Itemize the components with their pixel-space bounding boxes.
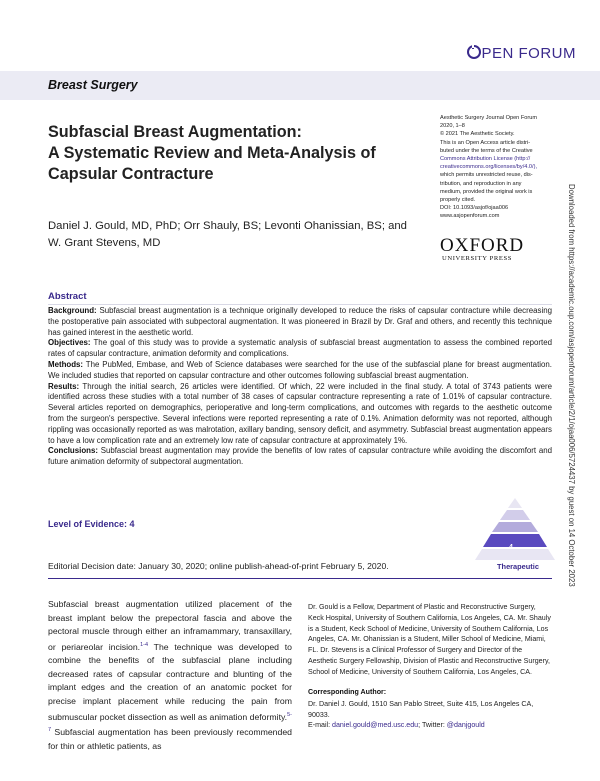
author-affiliations: Dr. Gould is a Fellow, Department of Plastic and Reconstructive Surgery, Keck Hospital, University of Southern California, Los Angeles, CA. Mr. Shauly is a Student, Keck School of Medicine, University of Southern California, Los Angeles, CA. Mr. Ohanissian is a Student, Miller School of Medicine, Miami, FL. Dr. Stevens is a Clinical Professor of Surgery and Director of the Aesthetic Surgery Fellowship, Division of Plastic and Reconstructive Surgery, School of Medicine, University of Southern California, Los Angeles, CA. xyxy=(308,603,551,676)
pyramid-level-number: 4 xyxy=(509,544,513,551)
article-title: Subfascial Breast Augmentation: A Systematic Review and Meta-Analysis of Capsular Contracture xyxy=(48,123,376,183)
citation-ref[interactable]: 1-4 xyxy=(140,641,149,648)
editorial-decision: Editorial Decision date: January 30, 2020; online publish-ahead-of-print February 5, 2020. xyxy=(48,561,389,571)
pyramid-level-3 xyxy=(492,522,538,532)
level-of-evidence: Level of Evidence: 4 xyxy=(48,519,135,529)
pyramid-level-1 xyxy=(508,498,522,508)
abstract-results: Results: Through the initial search, 26 articles were identified. Of which, 22 were included in the final study. A total of 3743 patients were identified across these studies with a total number of 38 cases of capsular contracture representing a rate of 1.01% of capsular contracture. Several articles reported on demographics, perioperative and long-term complications, and outcomes with regards to the aesthetic outcome from the surgeon's perspective. Several infections were reported representing a rate of 0.1%. Animation deformity was not reported, although rippling was occasionally reported as was malrotation, axillary banding, sensory deficit, and asymmetry. Subfascial breast augmentation appears to have a low complication rate and an extremely low rate of capsular contracture at approximately 1%. xyxy=(48,381,552,445)
category-label: Breast Surgery xyxy=(48,78,138,92)
corresponding-address: Dr. Daniel J. Gould, 1510 San Pablo Street, Suite 415, Los Angeles CA, 90033. xyxy=(308,700,534,719)
abstract-body xyxy=(48,306,552,468)
pyramid-label: Therapeutic xyxy=(497,562,539,571)
abstract-conclusions: Conclusions: Subfascial breast augmentation may provide the benefits of low rates of capsular contracture while avoiding the discomfort and future animation deformity of subpectoral augmentation. xyxy=(48,446,552,467)
abstract-background: Background: Subfascial breast augmentation is a technique originally developed to reduce the risks of capsular contracture while decreasing the postoperative pain associated with subpectoral augmentation. It was pioneered in Brazil by Dr. Graf and others, and recently this technique has gained interest in the aesthetic world. xyxy=(48,306,552,337)
corresponding-heading: Corresponding Author: xyxy=(308,688,387,696)
power-ring-icon xyxy=(467,45,481,59)
oxford-logo: OXFORD xyxy=(440,235,525,256)
contact-row: E-mail: daniel.gould@med.usc.edu; Twitter: @danjgould xyxy=(308,721,485,729)
citation-ref[interactable]: 5-7 xyxy=(48,711,292,734)
author-list: Daniel J. Gould, MD, PhD; Orr Shauly, BS; Levonti Ohanissian, BS; and W. Grant Stevens, MD xyxy=(48,220,407,249)
download-notice: Downloaded from https://academic.oup.com/asjopenforum/article/2/1/ojaa006/5724437 by guest on 14 October 2023 xyxy=(567,184,576,587)
twitter-link[interactable]: @danjgould xyxy=(446,721,485,729)
abstract-divider xyxy=(48,304,552,305)
pyramid-level-5 xyxy=(475,549,555,560)
abstract-heading: Abstract xyxy=(48,291,87,302)
journal-info: Aesthetic Surgery Journal Open Forum 2020, 1–8 © 2021 The Aesthetic Society. This is an Open Access article distri- buted under the terms of the Creative Commons Attribution License (http:// creativecommons.org/licenses/by/4.0/), which permits unrestricted reuse, dis- tribution, and reproduction in any medium, provided the original work is properly cited. DOI: 10.1093/asjof/ojaa006 www.asjopenforum.com xyxy=(440,115,538,220)
oup-logo: UNIVERSITY PRESS xyxy=(442,255,512,262)
email-link[interactable]: daniel.gould@med.usc.edu xyxy=(332,721,419,729)
pyramid-level-4 xyxy=(483,534,547,547)
body-text: Subfascial breast augmentation utilized placement of the breast implant below the prepectoral fascia and above the pectoral muscle through either an inframammary, transaxillary, or periareolar incision.$^{1-4}$ The technique was developed to combine the benefits of the subfascial plane including decreased rates of capsular contracture and blunting of the implant edges and the creation of an anatomic pocket for precise implant placement while reducing the pain from submuscular pocket dissection as well as animation deformity.$^{5-7}$ Subfascial augmentation has been previously recommended for thin or athletic patients, as xyxy=(48,599,292,751)
pyramid-level-2 xyxy=(500,510,530,520)
section-divider xyxy=(48,578,552,579)
abstract-methods: Methods: The PubMed, Embase, and Web of Science databases were searched for the use of the subfascial plane for breast augmentation. We included studies that reported on capsular contracture and other outcomes following subfascial breast augmentation. xyxy=(48,359,552,380)
open-forum-logo: PEN FORUM xyxy=(467,44,577,62)
abstract-objectives: Objectives: The goal of this study was to provide a systematic analysis of subfascial breast augmentation to assess the combined reported rates of capsular contracture, animation deformity and complications. xyxy=(48,338,552,359)
